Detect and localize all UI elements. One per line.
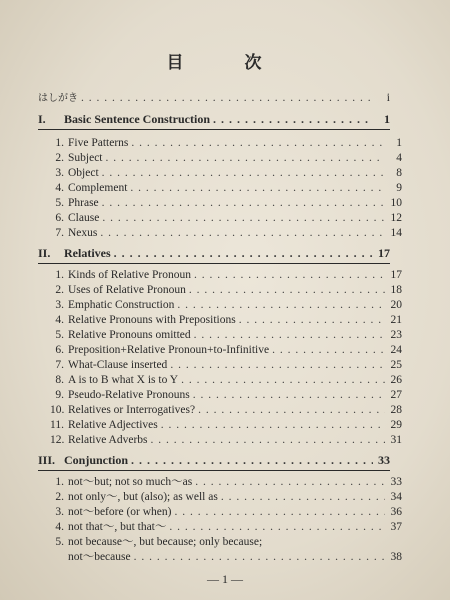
toc-entry[interactable]: [38, 434, 402, 447]
page-number: 38: [390, 551, 402, 563]
leader-dots: [193, 389, 385, 402]
section-rule: [38, 263, 390, 264]
entry-title: not～because: [68, 551, 131, 563]
page-number: 33: [390, 476, 402, 488]
page-number: 37: [390, 521, 402, 533]
page-number: 10: [390, 197, 402, 209]
leader-dots: [272, 344, 385, 357]
toc-entry[interactable]: [38, 212, 402, 225]
entry-title: A is to B what X is to Y: [68, 374, 179, 386]
entry-title: Complement: [68, 182, 128, 194]
entry-title: Kinds of Relative Pronoun: [68, 269, 191, 281]
page-number: 18: [390, 284, 402, 296]
entry-number: 1.: [55, 269, 64, 281]
entry-title: What-Clause inserted: [68, 359, 168, 371]
page-number: 26: [390, 374, 402, 386]
page-number: 36: [390, 506, 402, 518]
entry-title: Relative Pronouns omitted: [68, 329, 191, 341]
entry-number: 10.: [50, 404, 65, 416]
leader-dots: [102, 212, 385, 225]
entry-number: 7.: [55, 359, 64, 371]
entry-title: Object: [68, 167, 99, 179]
toc-entry[interactable]: [38, 329, 402, 342]
page-number: 1: [384, 112, 390, 126]
preface-label: はしがき: [38, 93, 78, 104]
entry-number: 11.: [50, 419, 64, 431]
leader-dots: [177, 299, 385, 312]
toc-entry[interactable]: [38, 491, 402, 504]
toc-entry[interactable]: [38, 476, 402, 489]
section-title: Conjunction: [64, 453, 129, 467]
page-number: 24: [390, 344, 402, 356]
page-footer: — 1 —: [207, 572, 243, 586]
entry-number: 5.: [55, 536, 64, 548]
entry-title: Pseudo-Relative Pronouns: [68, 389, 190, 401]
page-number: 21: [390, 314, 402, 326]
toc-entry[interactable]: [38, 344, 402, 357]
page-title: 目 次: [166, 53, 284, 73]
leader-dots: [100, 227, 385, 240]
leader-dots: [194, 329, 385, 342]
toc-entry[interactable]: [38, 314, 402, 327]
leader-dots: [195, 476, 385, 489]
entry-number: 3.: [55, 299, 64, 311]
leader-dots: [161, 419, 385, 432]
page-number: 12: [390, 212, 402, 224]
leader-dots: [131, 454, 373, 467]
entry-number: 2.: [55, 284, 64, 296]
toc-entry[interactable]: [38, 404, 402, 417]
page-number: 29: [390, 419, 402, 431]
entry-number: 2.: [55, 491, 64, 503]
page-number: 33: [378, 453, 390, 467]
page-number: i: [386, 92, 390, 104]
page-number: 14: [390, 227, 402, 239]
entry-title: not that～, but that～: [68, 521, 167, 533]
toc-entry[interactable]: [38, 167, 402, 180]
leader-dots: [130, 182, 385, 195]
leader-dots: [221, 491, 385, 504]
entry-title: Relatives or Interrogatives?: [68, 404, 196, 416]
section-title: Basic Sentence Construction: [64, 112, 210, 126]
section-number: I.: [38, 112, 46, 126]
entry-number: 3.: [55, 506, 64, 518]
leader-dots: [174, 506, 385, 519]
section-number: II.: [38, 246, 51, 260]
page-number: 1: [396, 137, 402, 149]
leader-dots: [81, 92, 373, 105]
toc-entry[interactable]: [38, 389, 402, 402]
page-number: 25: [390, 359, 402, 371]
entry-title: Phrase: [68, 197, 99, 209]
toc-preface[interactable]: [38, 92, 390, 105]
toc-entry[interactable]: [38, 182, 402, 195]
entry-title: Preposition+Relative Pronoun+to-Infinitive: [68, 344, 270, 356]
entry-number: 6.: [55, 344, 64, 356]
section-title: Relatives: [64, 246, 111, 260]
leader-dots: [169, 521, 385, 534]
section-heading-3[interactable]: [38, 454, 390, 467]
entry-number: 4.: [55, 521, 64, 533]
toc-entry[interactable]: [38, 269, 402, 282]
entry-title: Nexus: [68, 227, 98, 239]
section-rule: [38, 129, 390, 130]
toc-entry[interactable]: [38, 284, 402, 297]
entry-number: 1.: [55, 476, 64, 488]
toc-entry[interactable]: [38, 227, 402, 240]
entry-number: 7.: [55, 227, 64, 239]
leader-dots: [181, 374, 385, 387]
page-number: 9: [396, 182, 402, 194]
section-heading-1[interactable]: [38, 113, 390, 126]
toc-entry[interactable]: [38, 197, 402, 210]
page-number: 27: [390, 389, 402, 401]
leader-dots: [239, 314, 385, 327]
entry-title: Emphatic Construction: [68, 299, 175, 311]
leader-dots: [106, 152, 386, 165]
leader-dots: [131, 137, 385, 150]
entry-title: Five Patterns: [68, 137, 129, 149]
toc-entry[interactable]: [38, 137, 402, 150]
toc-entry[interactable]: [38, 506, 402, 519]
entry-title: not because～, but because; only because;: [68, 536, 263, 548]
leader-dots: [189, 284, 385, 297]
entry-title: Subject: [68, 152, 103, 164]
leader-dots: [114, 247, 373, 260]
toc-entry[interactable]: [38, 521, 402, 534]
toc-entry[interactable]: [38, 374, 402, 387]
entry-title: Clause: [68, 212, 100, 224]
page-number: 34: [390, 491, 402, 503]
toc-entry[interactable]: [38, 419, 402, 432]
entry-number: 6.: [55, 212, 64, 224]
page-number: 31: [390, 434, 402, 446]
section-heading-2[interactable]: [38, 247, 390, 260]
entry-title: Relative Pronouns with Prepositions: [68, 314, 236, 326]
leader-dots: [213, 113, 373, 126]
toc-entry[interactable]: [38, 551, 402, 564]
entry-number: 4.: [55, 314, 64, 326]
entry-title: not～but; not so much～as: [68, 476, 193, 488]
leader-dots: [151, 434, 385, 447]
entry-title: Relative Adverbs: [68, 434, 148, 446]
toc-entry[interactable]: [38, 359, 402, 372]
leader-dots: [198, 404, 385, 417]
entry-title: Uses of Relative Pronoun: [68, 284, 186, 296]
entry-number: 5.: [55, 329, 64, 341]
entry-number: 2.: [55, 152, 64, 164]
entry-number: 8.: [55, 374, 64, 386]
page-number: 17: [390, 269, 402, 281]
leader-dots: [134, 551, 385, 564]
entry-number: 4.: [55, 182, 64, 194]
toc-entry[interactable]: [38, 299, 402, 312]
entry-number: 9.: [55, 389, 64, 401]
entry-title: not～before (or when): [68, 506, 172, 518]
leader-dots: [170, 359, 385, 372]
section-number: III.: [38, 453, 56, 467]
toc-entry[interactable]: [38, 152, 402, 165]
leader-dots: [102, 167, 385, 180]
entry-title: Relative Adjectives: [68, 419, 158, 431]
leader-dots: [102, 197, 385, 210]
page-number: 8: [396, 167, 402, 179]
entry-number: 5.: [55, 197, 64, 209]
toc-entry[interactable]: [38, 536, 402, 549]
entry-title: not only～, but (also); as well as: [68, 491, 218, 503]
page-number: 20: [390, 299, 402, 311]
entry-number: 1.: [55, 137, 64, 149]
page-number: 17: [378, 246, 390, 260]
leader-dots: [194, 269, 385, 282]
page-number: 4: [396, 152, 402, 164]
section-rule: [38, 470, 390, 471]
page-number: 28: [390, 404, 402, 416]
page-number: 23: [390, 329, 402, 341]
entry-number: 3.: [55, 167, 64, 179]
entry-number: 12.: [50, 434, 65, 446]
